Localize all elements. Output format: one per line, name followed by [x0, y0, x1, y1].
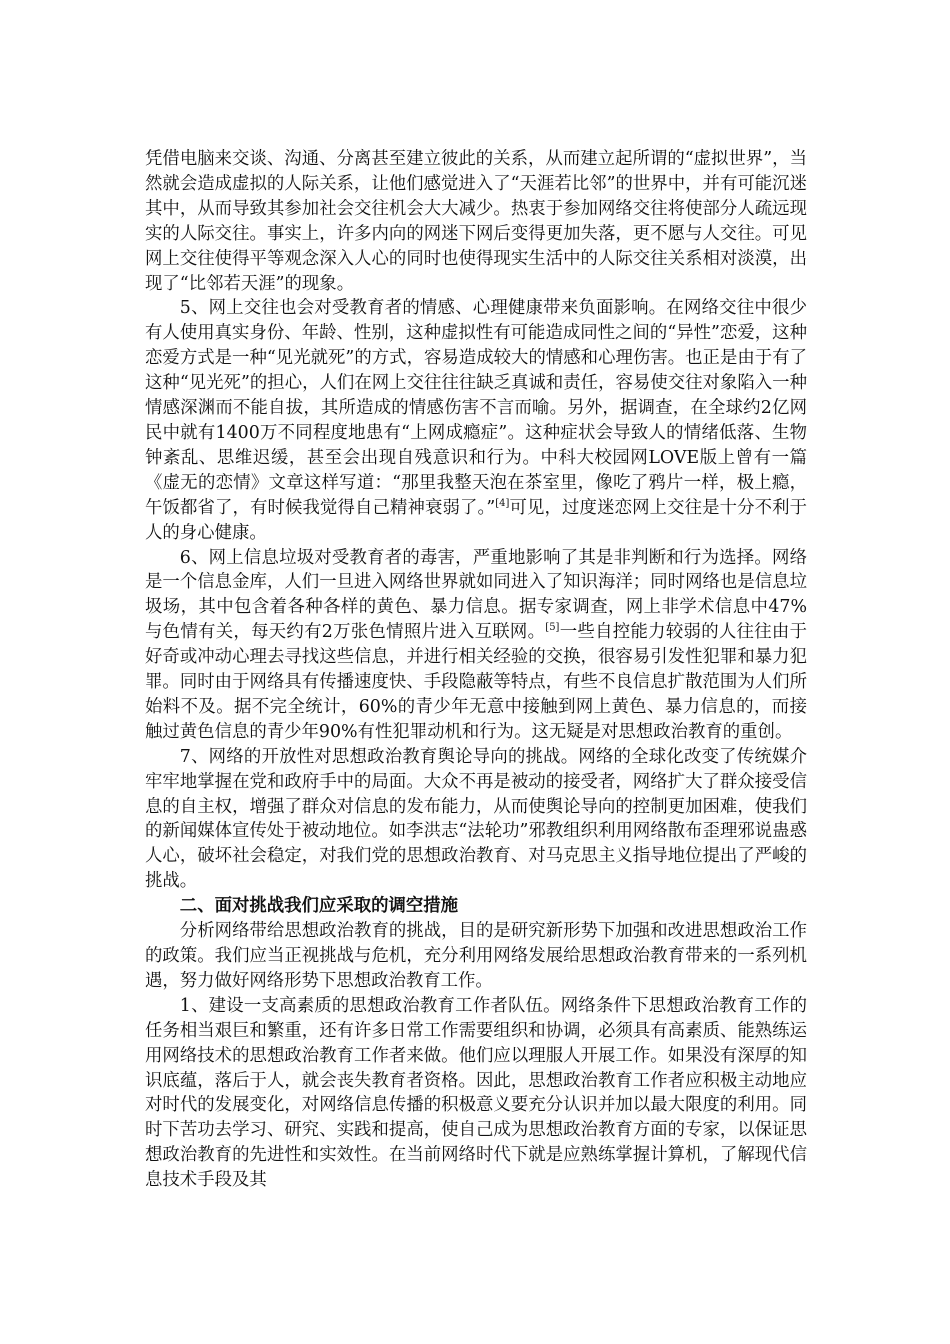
- paragraph-item-5: [145, 296, 807, 545]
- paragraph-item-7: 7、网络的开放性对思想政治教育舆论导向的挑战。网络的全球化改变了传统媒介牢牢地掌握在党和政府手中的局面。大众不再是被动的接受者，网络扩大了群众接受信息的自主权，增强了群众对信息的发布能力，从而使舆论导向的控制更加困难，使我们的新闻媒体宣传处于被动地位。如李洪志“法轮功”邪教组织利用网络散布歪理邪说蛊惑人心，破坏社会稳定，对我们党的思想政治教育、对马克思主义指导地位提出了严峻的挑战。: [145, 746, 807, 892]
- citation-ref: [5]: [545, 622, 560, 634]
- paragraph-measure-1: 1、建设一支高素质的思想政治教育工作者队伍。网络条件下思想政治教育工作的任务相当艰巨和繁重，还有许多日常工作需要组织和协调，必须具有高素质、能熟练运用网络技术的思想政治教育工作者来做。他们应以理服人开展工作。如果没有深厚的知识底蕴，落后于人，就会丧失教育者资格。因此，思想政治教育工作者应积极主动地应对时代的发展变化，对网络信息传播的积极意义要充分认识并加以最大限度的利用。同时下苦功去学习、研究、实践和提高，使自己成为思想政治教育方面的专家，以保证思想政治教育的先进性和实效性。在当前网络时代下就是应熟练掌握计算机，了解现代信息技术手段及其: [145, 995, 807, 1191]
- paragraph-text: 6、网上信息垃圾对受教育者的毒害，严重地影响了其是非判断和行为选择。网络是一个信息金库，人们一旦进入网络世界就如同进入了知识海洋；同时网络也是信息垃圾场，其中包含着各种各样的黄色、暴力信息。据专家调查，网上非学术信息中47%与色情有关，每天约有2万张色情照片进入互联网。: [145, 547, 807, 643]
- section-heading: 二、面对挑战我们应采取的调空措施: [179, 896, 459, 917]
- paragraph-continuation: 凭借电脑来交谈、沟通、分离甚至建立彼此的关系，从而建立起所谓的“虚拟世界”，当然就会造成虚拟的人际关系，让他们感觉进入了“天涯若比邻”的世界中，并有可能沉迷其中，从而导致其参加社会交往机会大大减少。热衷于参加网络交往将使部分人疏远现实的人际交往。事实上，许多内向的网迷下网后变得更加失落，更不愿与人交往。可见网上交往使得平等观念深入人心的同时也使得现实生活中的人际交往关系相对淡漠，出现了“比邻若天涯”的现象。: [145, 149, 807, 294]
- paragraph-item-6: [145, 546, 807, 745]
- paragraph-text: 可见，过度迷恋网上交往是十分不利于人的身心健康。: [145, 497, 807, 543]
- paragraph-text: 一些自控能力较弱的人往往由于好奇或冲动心理去寻找这些信息，并进行相关经验的交换，很容易引发性犯罪和暴力犯罪。同时由于网络具有传播速度快、手段隐蔽等特点，有些不良信息扩散范围为人们所始料不及。据不完全统计，60%的青少年无意中接触到网上黄色、暴力信息的，而接触过黄色信息的青少年90%有性犯罪动机和行为。这无疑是对思想政治教育的重创。: [145, 622, 807, 742]
- citation-ref: [4]: [495, 497, 510, 509]
- paragraph-intro: 分析网络带给思想政治教育的挑战，目的是研究新形势下加强和改进思想政治工作的政策。我们应当正视挑战与危机，充分利用网络发展给思想政治教育带来的一系列机遇，努力做好网络形势下思想政治教育工作。: [145, 921, 807, 991]
- document-page: [145, 147, 807, 1193]
- paragraph-text: 5、网上交往也会对受教育者的情感、心理健康带来负面影响。在网络交往中很少有人使用真实身份、年龄、性别，这种虚拟性有可能造成同性之间的“异性”恋爱，这种恋爱方式是一种“见光就死”的方式，容易造成较大的情感和心理伤害。也正是由于有了这种“见光死”的担心，人们在网上交往往往缺乏真诚和责任，容易使交往对象陷入一种情感深渊而不能自拔，其所造成的情感伤害不言而喻。另外，据调查，在全球约2亿网民中就有1400万不同程度地患有“上网成瘾症”。这种症状会导致人的情绪低落、生物钟紊乱、思维迟缓，甚至会出现自残意识和行为。中科大校园网LOVE版上曾有一篇《虚无的恋情》文章这样写道：“那里我整天泡在茶室里，像吃了鸦片一样，极上瘾，午饭都省了，有时候我觉得自己精神衰弱了。”: [145, 298, 807, 518]
